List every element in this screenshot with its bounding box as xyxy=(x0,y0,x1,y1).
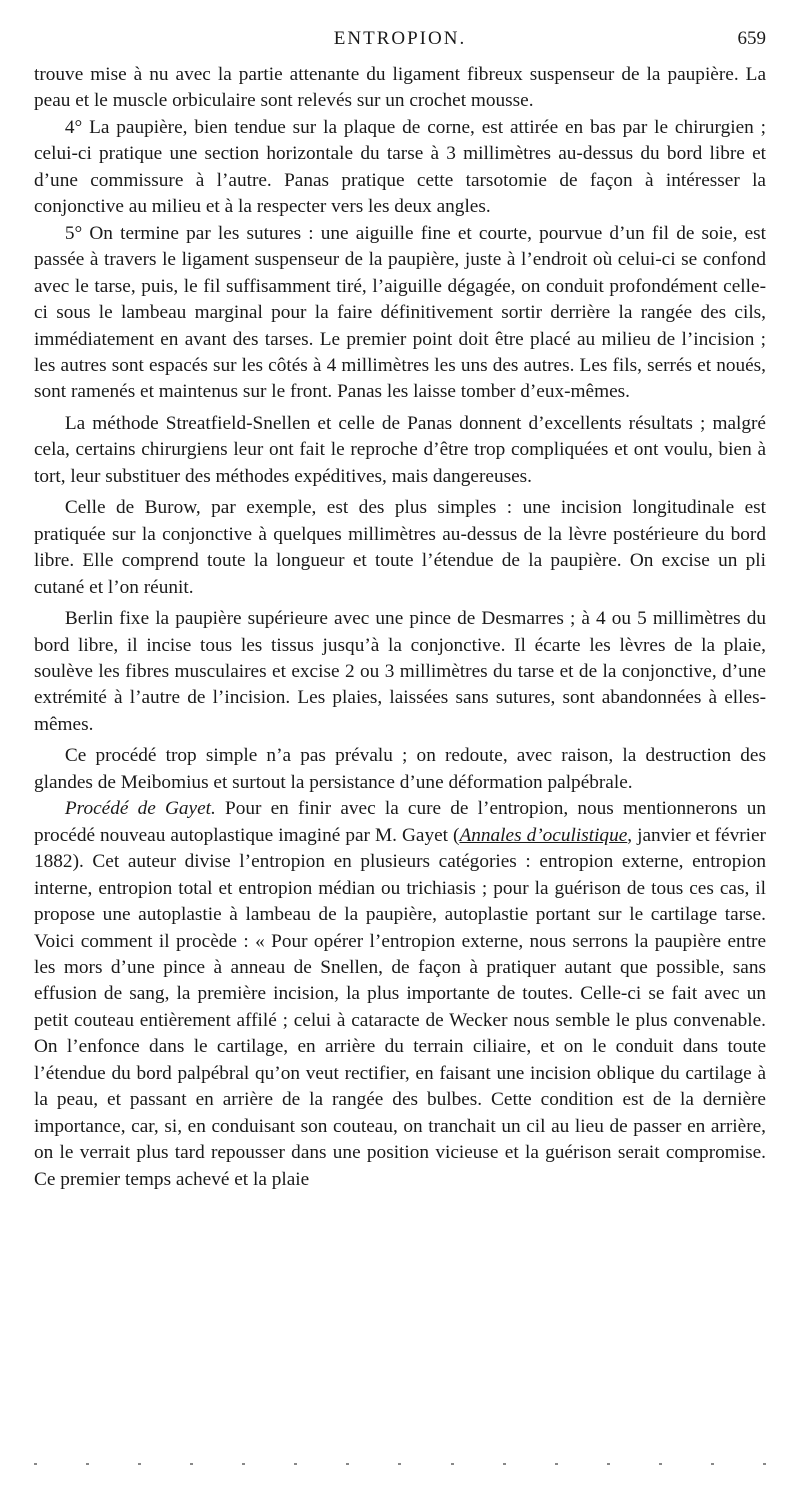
gayet-heading: Procédé de Gayet. xyxy=(64,798,216,820)
paragraph-berlin: Berlin fixe la paupière supérieure avec une pince de Desmarres ; à 4 ou 5 millimètres du bord libre, il incise tous les tissus jusqu’à la conjonctive. Il écarte les lèvres de la plaie, soulève les fibres musculaires et excise 2 ou 3 millimètres du tarse et de la conjonctive, d’une extrémité à l’autre de l’incision. Les plaies, laissées sans sutures, sont abandonnées à elles-mêmes. xyxy=(34,608,766,735)
running-header xyxy=(34,28,766,58)
paragraph-step-4: 4° La paupière, bien tendue sur la plaque de corne, est attirée en bas par le chirurgien ; celui-ci pratique une section horizontale du tarse à 3 millimètres au-dessus du bord libre et d’une commissure à l’autre. Panas pratique cette tarsotomie de façon à intéresser la conjonctive au milieu et à la respecter vers les deux angles. xyxy=(34,116,766,218)
paragraph-continuation: trouve mise à nu avec la partie attenante du ligament fibreux suspenseur de la paupière. La peau et le muscle orbiculaire sont relevés sur un crochet mousse. xyxy=(34,64,766,112)
gayet-text-a: Pour en finir avec la cure de l’entropion, nous mentionnerons un procédé nouveau autoplastique imaginé par M. Gayet ( xyxy=(34,798,766,846)
paragraph-burow: Celle de Burow, par exemple, est des plus simples : une incision longitudinale est pratiquée sur la conjonctive à quelques millimètres au-dessus de la lèvre postérieure du bord libre. Elle comprend toute la longueur et toute l’étendue de la paupière. On excise un pli cutané et l’on réunit. xyxy=(34,497,766,598)
journal-title: Annales d’oculistique xyxy=(459,824,628,846)
paragraph-step-5: 5° On termine par les sutures : une aiguille fine et courte, pourvue d’un fil de soie, est passée à travers le ligament suspenseur de la paupière, juste à l’endroit où celui-ci se confond avec le tarse, puis, le fil suffisamment tiré, l’aiguille dégagée, on conduit profondément celle-ci sous le lambeau marginal pour la faire définitivement sortir derrière la rangée des cils, immédiatement en avant des tarses. Le premier point doit être placé au milieu de l’incision ; les autres sont espacés sur les côtés à 4 millimètres les uns des autres. Les fils, serrés et noués, sont ramenés et maintenus sur le front. Panas les laisse tomber d’eux-mêmes. xyxy=(34,222,766,403)
paragraph-gayet xyxy=(34,796,766,1193)
gayet-text-b: , janvier et février 1882). Cet auteur divise l’entropion en plusieurs catégories : entropion externe, entropion interne, entropion total et entropion médian ou trichiasis ; pour la guérison de tous ces cas, il propose une autoplastie à lambeau de la paupière, autoplastie portant sur le cartilage tarse. Voici comment il procède : « Pour opérer l’entropion externe, nous serrons la paupière entre les mors d’une pince à anneau de Snellen, de façon à pratiquer autant que possible, sans effusion de sang, la première incision, la plus importante de toutes. Celle-ci se fait avec un petit couteau entièrement affilé ; celui à cataracte de Wecker nous semble le plus convenable. On l’enfonce dans le cartilage, en arrière du terrain ciliaire, et on le conduit dans toute l’étendue du bord palpébral qu’on veut rectifier, en faisant une incision oblique du cartilage à la peau, et passant en arrière de la rangée des bulbes. Cette condition est de la dernière importance, car, si, en conduisant son couteau, on tranchait un cil au lieu de passer en arrière, on le verrait plus tard repousser dans une position vicieuse et la guérison serait compromise. Ce premier temps achevé et la plaie xyxy=(34,824,766,1190)
body-text xyxy=(34,62,766,1193)
running-title: ENTROPION. xyxy=(333,28,467,49)
page-number: 659 xyxy=(737,28,766,49)
paragraph-streatfield-snellen: La méthode Streatfield-Snellen et celle de Panas donnent d’excellents résultats ; malgré cela, certains chirurgiens leur ont fait le reproche d’être trop compliquées et ont voulu, bien à tort, leur substituer des méthodes expéditives, mais dangereuses. xyxy=(34,412,766,487)
paragraph-critique: Ce procédé trop simple n’a pas prévalu ; on redoute, avec raison, la destruction des glandes de Meibomius et surtout la persistance d’une déformation palpébrale. xyxy=(34,745,766,793)
bottom-print-specks xyxy=(34,1460,766,1468)
